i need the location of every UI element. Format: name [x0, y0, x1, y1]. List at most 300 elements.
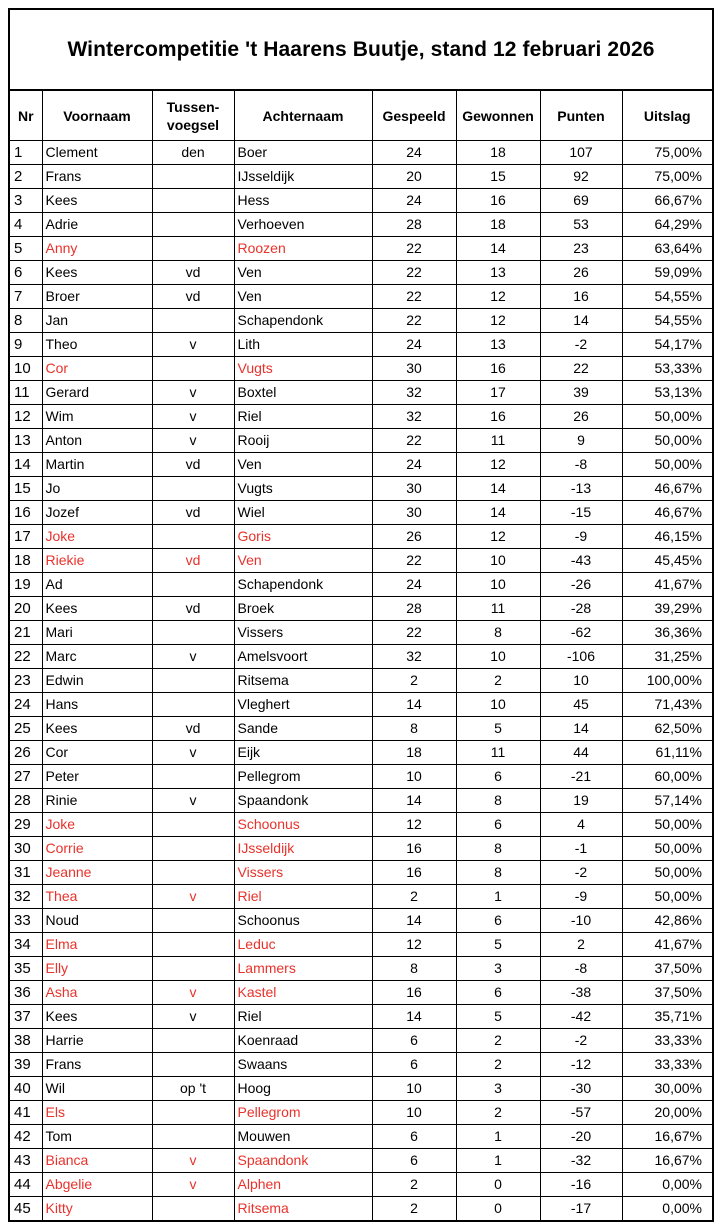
cell-voornaam: Frans — [42, 165, 152, 189]
cell-gewonnen: 11 — [456, 597, 540, 621]
cell-voornaam: Wil — [42, 1077, 152, 1101]
cell-gewonnen: 15 — [456, 165, 540, 189]
table-row — [10, 1101, 712, 1125]
cell-gespeeld: 14 — [372, 789, 456, 813]
cell-gespeeld: 32 — [372, 381, 456, 405]
table-row — [10, 405, 712, 429]
cell-achternaam: Ven — [234, 261, 372, 285]
cell-punten: 26 — [540, 405, 622, 429]
cell-tussenvoegsel — [152, 165, 234, 189]
table-row — [10, 717, 712, 741]
cell-achternaam: Eijk — [234, 741, 372, 765]
cell-voornaam: Harrie — [42, 1029, 152, 1053]
cell-gewonnen: 18 — [456, 141, 540, 165]
cell-uitslag: 50,00% — [622, 429, 712, 453]
cell-voornaam: Elly — [42, 957, 152, 981]
cell-gewonnen: 0 — [456, 1173, 540, 1197]
cell-uitslag: 54,17% — [622, 333, 712, 357]
cell-achternaam: Spaandonk — [234, 789, 372, 813]
cell-nr: 23 — [10, 669, 42, 693]
cell-gespeeld: 24 — [372, 189, 456, 213]
cell-uitslag: 64,29% — [622, 213, 712, 237]
cell-gewonnen: 16 — [456, 405, 540, 429]
cell-gewonnen: 10 — [456, 549, 540, 573]
cell-nr: 24 — [10, 693, 42, 717]
cell-nr: 17 — [10, 525, 42, 549]
cell-nr: 45 — [10, 1197, 42, 1221]
cell-gewonnen: 14 — [456, 477, 540, 501]
cell-gewonnen: 3 — [456, 1077, 540, 1101]
table-row — [10, 261, 712, 285]
cell-uitslag: 50,00% — [622, 453, 712, 477]
cell-punten: -106 — [540, 645, 622, 669]
cell-achternaam: Boxtel — [234, 381, 372, 405]
cell-gespeeld: 24 — [372, 573, 456, 597]
cell-uitslag: 54,55% — [622, 285, 712, 309]
table-row — [10, 477, 712, 501]
cell-gewonnen: 1 — [456, 885, 540, 909]
cell-achternaam: Rooij — [234, 429, 372, 453]
cell-achternaam: Mouwen — [234, 1125, 372, 1149]
cell-tussenvoegsel: vd — [152, 453, 234, 477]
cell-gewonnen: 2 — [456, 669, 540, 693]
cell-punten: 26 — [540, 261, 622, 285]
cell-uitslag: 50,00% — [622, 861, 712, 885]
cell-uitslag: 35,71% — [622, 1005, 712, 1029]
table-row — [10, 1029, 712, 1053]
table-row — [10, 549, 712, 573]
cell-voornaam: Mari — [42, 621, 152, 645]
cell-tussenvoegsel: vd — [152, 549, 234, 573]
cell-punten: -38 — [540, 981, 622, 1005]
cell-nr: 40 — [10, 1077, 42, 1101]
cell-punten: -16 — [540, 1173, 622, 1197]
cell-voornaam: Clement — [42, 141, 152, 165]
cell-punten: -17 — [540, 1197, 622, 1221]
cell-punten: 19 — [540, 789, 622, 813]
cell-gespeeld: 16 — [372, 981, 456, 1005]
cell-tussenvoegsel — [152, 357, 234, 381]
cell-gewonnen: 2 — [456, 1029, 540, 1053]
cell-tussenvoegsel: v — [152, 645, 234, 669]
cell-achternaam: Alphen — [234, 1173, 372, 1197]
cell-gewonnen: 8 — [456, 789, 540, 813]
cell-gewonnen: 0 — [456, 1197, 540, 1221]
table-row — [10, 1053, 712, 1077]
cell-tussenvoegsel — [152, 525, 234, 549]
table-row — [10, 213, 712, 237]
cell-voornaam: Marc — [42, 645, 152, 669]
cell-punten: -30 — [540, 1077, 622, 1101]
cell-gespeeld: 22 — [372, 261, 456, 285]
cell-voornaam: Hans — [42, 693, 152, 717]
cell-voornaam: Adrie — [42, 213, 152, 237]
header-punten: Punten — [540, 91, 622, 141]
cell-voornaam: Wim — [42, 405, 152, 429]
cell-gespeeld: 22 — [372, 429, 456, 453]
cell-voornaam: Gerard — [42, 381, 152, 405]
cell-nr: 39 — [10, 1053, 42, 1077]
cell-achternaam: Pellegrom — [234, 1101, 372, 1125]
cell-nr: 21 — [10, 621, 42, 645]
cell-punten: -10 — [540, 909, 622, 933]
cell-voornaam: Anton — [42, 429, 152, 453]
cell-tussenvoegsel — [152, 309, 234, 333]
cell-achternaam: Vleghert — [234, 693, 372, 717]
cell-uitslag: 46,67% — [622, 501, 712, 525]
cell-uitslag: 54,55% — [622, 309, 712, 333]
cell-voornaam: Elma — [42, 933, 152, 957]
cell-achternaam: Verhoeven — [234, 213, 372, 237]
header-tussenvoegsel — [152, 91, 234, 141]
cell-achternaam: IJsseldijk — [234, 165, 372, 189]
cell-nr: 12 — [10, 405, 42, 429]
cell-tussenvoegsel — [152, 477, 234, 501]
table-row — [10, 165, 712, 189]
cell-gewonnen: 10 — [456, 693, 540, 717]
cell-uitslag: 33,33% — [622, 1029, 712, 1053]
cell-tussenvoegsel: vd — [152, 717, 234, 741]
cell-achternaam: Kastel — [234, 981, 372, 1005]
table-row — [10, 429, 712, 453]
cell-uitslag: 50,00% — [622, 885, 712, 909]
cell-gespeeld: 2 — [372, 885, 456, 909]
cell-voornaam: Tom — [42, 1125, 152, 1149]
cell-gewonnen: 18 — [456, 213, 540, 237]
cell-voornaam: Martin — [42, 453, 152, 477]
cell-uitslag: 30,00% — [622, 1077, 712, 1101]
cell-uitslag: 33,33% — [622, 1053, 712, 1077]
cell-gespeeld: 10 — [372, 1101, 456, 1125]
cell-gewonnen: 3 — [456, 957, 540, 981]
cell-uitslag: 16,67% — [622, 1149, 712, 1173]
cell-nr: 37 — [10, 1005, 42, 1029]
cell-voornaam: Jeanne — [42, 861, 152, 885]
cell-tussenvoegsel — [152, 693, 234, 717]
cell-nr: 1 — [10, 141, 42, 165]
cell-uitslag: 46,15% — [622, 525, 712, 549]
cell-uitslag: 46,67% — [622, 477, 712, 501]
cell-voornaam: Bianca — [42, 1149, 152, 1173]
cell-tussenvoegsel — [152, 909, 234, 933]
cell-uitslag: 63,64% — [622, 237, 712, 261]
cell-voornaam: Joke — [42, 525, 152, 549]
cell-voornaam: Kees — [42, 1005, 152, 1029]
cell-gewonnen: 6 — [456, 909, 540, 933]
cell-nr: 30 — [10, 837, 42, 861]
cell-gespeeld: 22 — [372, 237, 456, 261]
header-achternaam: Achternaam — [234, 91, 372, 141]
cell-nr: 6 — [10, 261, 42, 285]
cell-nr: 25 — [10, 717, 42, 741]
cell-tussenvoegsel — [152, 957, 234, 981]
cell-uitslag: 50,00% — [622, 837, 712, 861]
cell-voornaam: Rinie — [42, 789, 152, 813]
cell-gewonnen: 11 — [456, 429, 540, 453]
cell-punten: 53 — [540, 213, 622, 237]
cell-achternaam: Ritsema — [234, 1197, 372, 1221]
cell-gespeeld: 24 — [372, 141, 456, 165]
cell-uitslag: 37,50% — [622, 957, 712, 981]
cell-achternaam: Amelsvoort — [234, 645, 372, 669]
table-row — [10, 501, 712, 525]
cell-nr: 11 — [10, 381, 42, 405]
cell-uitslag: 16,67% — [622, 1125, 712, 1149]
cell-gespeeld: 6 — [372, 1053, 456, 1077]
cell-tussenvoegsel: v — [152, 405, 234, 429]
header-uitslag: Uitslag — [622, 91, 712, 141]
cell-achternaam: Ven — [234, 549, 372, 573]
cell-voornaam: Thea — [42, 885, 152, 909]
table-row — [10, 309, 712, 333]
cell-uitslag: 0,00% — [622, 1173, 712, 1197]
cell-gewonnen: 8 — [456, 837, 540, 861]
header-gewonnen: Gewonnen — [456, 91, 540, 141]
cell-gespeeld: 32 — [372, 645, 456, 669]
cell-punten: 10 — [540, 669, 622, 693]
cell-uitslag: 50,00% — [622, 405, 712, 429]
cell-punten: 22 — [540, 357, 622, 381]
cell-tussenvoegsel — [152, 1101, 234, 1125]
cell-punten: -20 — [540, 1125, 622, 1149]
cell-tussenvoegsel — [152, 621, 234, 645]
cell-uitslag: 59,09% — [622, 261, 712, 285]
cell-voornaam: Frans — [42, 1053, 152, 1077]
cell-gespeeld: 16 — [372, 861, 456, 885]
table-row — [10, 189, 712, 213]
cell-gewonnen: 2 — [456, 1053, 540, 1077]
cell-uitslag: 0,00% — [622, 1197, 712, 1221]
cell-tussenvoegsel — [152, 861, 234, 885]
cell-achternaam: Lith — [234, 333, 372, 357]
cell-uitslag: 53,13% — [622, 381, 712, 405]
cell-achternaam: Sande — [234, 717, 372, 741]
cell-achternaam: Koenraad — [234, 1029, 372, 1053]
cell-gewonnen: 10 — [456, 645, 540, 669]
standings-sheet — [8, 8, 714, 1222]
cell-gewonnen: 14 — [456, 237, 540, 261]
cell-tussenvoegsel — [152, 1053, 234, 1077]
cell-uitslag: 66,67% — [622, 189, 712, 213]
cell-voornaam: Jo — [42, 477, 152, 501]
cell-tussenvoegsel: v — [152, 429, 234, 453]
cell-tussenvoegsel: den — [152, 141, 234, 165]
cell-tussenvoegsel: vd — [152, 597, 234, 621]
table-row — [10, 285, 712, 309]
cell-gespeeld: 24 — [372, 333, 456, 357]
cell-tussenvoegsel — [152, 189, 234, 213]
cell-nr: 38 — [10, 1029, 42, 1053]
cell-voornaam: Jozef — [42, 501, 152, 525]
cell-gespeeld: 22 — [372, 549, 456, 573]
cell-nr: 36 — [10, 981, 42, 1005]
cell-voornaam: Kees — [42, 717, 152, 741]
cell-gespeeld: 12 — [372, 933, 456, 957]
cell-uitslag: 62,50% — [622, 717, 712, 741]
cell-nr: 5 — [10, 237, 42, 261]
cell-voornaam: Cor — [42, 741, 152, 765]
cell-gespeeld: 14 — [372, 909, 456, 933]
cell-gespeeld: 26 — [372, 525, 456, 549]
cell-punten: -2 — [540, 861, 622, 885]
cell-tussenvoegsel: v — [152, 1005, 234, 1029]
cell-nr: 42 — [10, 1125, 42, 1149]
cell-uitslag: 50,00% — [622, 813, 712, 837]
cell-nr: 2 — [10, 165, 42, 189]
cell-nr: 22 — [10, 645, 42, 669]
cell-voornaam: Anny — [42, 237, 152, 261]
cell-achternaam: Spaandonk — [234, 1149, 372, 1173]
cell-punten: -9 — [540, 885, 622, 909]
cell-gewonnen: 12 — [456, 525, 540, 549]
cell-nr: 41 — [10, 1101, 42, 1125]
cell-voornaam: Riekie — [42, 549, 152, 573]
cell-tussenvoegsel — [152, 765, 234, 789]
cell-nr: 9 — [10, 333, 42, 357]
table-row — [10, 525, 712, 549]
cell-achternaam: Riel — [234, 885, 372, 909]
cell-uitslag: 71,43% — [622, 693, 712, 717]
table-row — [10, 741, 712, 765]
table-row — [10, 861, 712, 885]
cell-nr: 10 — [10, 357, 42, 381]
cell-gewonnen: 5 — [456, 717, 540, 741]
cell-tussenvoegsel: vd — [152, 261, 234, 285]
cell-punten: 14 — [540, 717, 622, 741]
cell-nr: 19 — [10, 573, 42, 597]
cell-gespeeld: 22 — [372, 285, 456, 309]
cell-gespeeld: 8 — [372, 717, 456, 741]
table-row — [10, 885, 712, 909]
cell-nr: 28 — [10, 789, 42, 813]
cell-gespeeld: 28 — [372, 213, 456, 237]
table-row — [10, 765, 712, 789]
cell-nr: 15 — [10, 477, 42, 501]
cell-voornaam: Noud — [42, 909, 152, 933]
cell-punten: 14 — [540, 309, 622, 333]
table-row — [10, 957, 712, 981]
cell-gewonnen: 1 — [456, 1125, 540, 1149]
cell-achternaam: Goris — [234, 525, 372, 549]
cell-achternaam: Vissers — [234, 621, 372, 645]
cell-gespeeld: 20 — [372, 165, 456, 189]
cell-nr: 31 — [10, 861, 42, 885]
cell-nr: 27 — [10, 765, 42, 789]
cell-punten: -15 — [540, 501, 622, 525]
cell-punten: -26 — [540, 573, 622, 597]
cell-punten: 69 — [540, 189, 622, 213]
cell-voornaam: Kees — [42, 261, 152, 285]
cell-nr: 4 — [10, 213, 42, 237]
table-row — [10, 981, 712, 1005]
cell-tussenvoegsel — [152, 1197, 234, 1221]
cell-tussenvoegsel: v — [152, 885, 234, 909]
table-row — [10, 453, 712, 477]
cell-gewonnen: 17 — [456, 381, 540, 405]
table-row — [10, 597, 712, 621]
cell-gewonnen: 8 — [456, 621, 540, 645]
cell-achternaam: Riel — [234, 1005, 372, 1029]
cell-punten: -32 — [540, 1149, 622, 1173]
cell-achternaam: Broek — [234, 597, 372, 621]
cell-gewonnen: 12 — [456, 309, 540, 333]
table-row — [10, 837, 712, 861]
table-row — [10, 333, 712, 357]
cell-punten: 2 — [540, 933, 622, 957]
cell-gespeeld: 32 — [372, 405, 456, 429]
cell-punten: -43 — [540, 549, 622, 573]
cell-voornaam: Joke — [42, 813, 152, 837]
cell-punten: -62 — [540, 621, 622, 645]
cell-punten: 92 — [540, 165, 622, 189]
table-body — [10, 141, 712, 1221]
cell-achternaam: Pellegrom — [234, 765, 372, 789]
header-gespeeld: Gespeeld — [372, 91, 456, 141]
cell-achternaam: Leduc — [234, 933, 372, 957]
cell-nr: 7 — [10, 285, 42, 309]
cell-voornaam: Els — [42, 1101, 152, 1125]
cell-achternaam: Lammers — [234, 957, 372, 981]
cell-voornaam: Kees — [42, 189, 152, 213]
cell-punten: 44 — [540, 741, 622, 765]
cell-uitslag: 60,00% — [622, 765, 712, 789]
cell-achternaam: Ven — [234, 453, 372, 477]
cell-gewonnen: 12 — [456, 285, 540, 309]
cell-achternaam: Vugts — [234, 357, 372, 381]
cell-punten: 107 — [540, 141, 622, 165]
cell-gespeeld: 28 — [372, 597, 456, 621]
cell-punten: 4 — [540, 813, 622, 837]
cell-uitslag: 57,14% — [622, 789, 712, 813]
cell-nr: 18 — [10, 549, 42, 573]
cell-punten: -2 — [540, 333, 622, 357]
cell-nr: 33 — [10, 909, 42, 933]
cell-voornaam: Edwin — [42, 669, 152, 693]
cell-voornaam: Peter — [42, 765, 152, 789]
table-row — [10, 1149, 712, 1173]
cell-gewonnen: 5 — [456, 933, 540, 957]
header-tussenvoegsel-line1: Tussen- — [166, 98, 220, 115]
table-row — [10, 1197, 712, 1221]
table-row — [10, 1077, 712, 1101]
cell-gespeeld: 14 — [372, 693, 456, 717]
cell-gewonnen: 16 — [456, 357, 540, 381]
cell-voornaam: Kitty — [42, 1197, 152, 1221]
cell-gewonnen: 13 — [456, 333, 540, 357]
cell-nr: 8 — [10, 309, 42, 333]
cell-achternaam: Swaans — [234, 1053, 372, 1077]
cell-tussenvoegsel — [152, 933, 234, 957]
table-header — [10, 91, 712, 141]
cell-voornaam: Abgelie — [42, 1173, 152, 1197]
cell-punten: 23 — [540, 237, 622, 261]
cell-achternaam: Vissers — [234, 861, 372, 885]
cell-tussenvoegsel — [152, 837, 234, 861]
cell-tussenvoegsel: op 't — [152, 1077, 234, 1101]
cell-gespeeld: 2 — [372, 669, 456, 693]
cell-voornaam: Theo — [42, 333, 152, 357]
cell-voornaam: Ad — [42, 573, 152, 597]
cell-gewonnen: 1 — [456, 1149, 540, 1173]
cell-uitslag: 36,36% — [622, 621, 712, 645]
cell-gespeeld: 30 — [372, 501, 456, 525]
cell-nr: 44 — [10, 1173, 42, 1197]
cell-gewonnen: 16 — [456, 189, 540, 213]
cell-gespeeld: 30 — [372, 357, 456, 381]
cell-tussenvoegsel — [152, 573, 234, 597]
cell-tussenvoegsel: vd — [152, 501, 234, 525]
cell-punten: 45 — [540, 693, 622, 717]
